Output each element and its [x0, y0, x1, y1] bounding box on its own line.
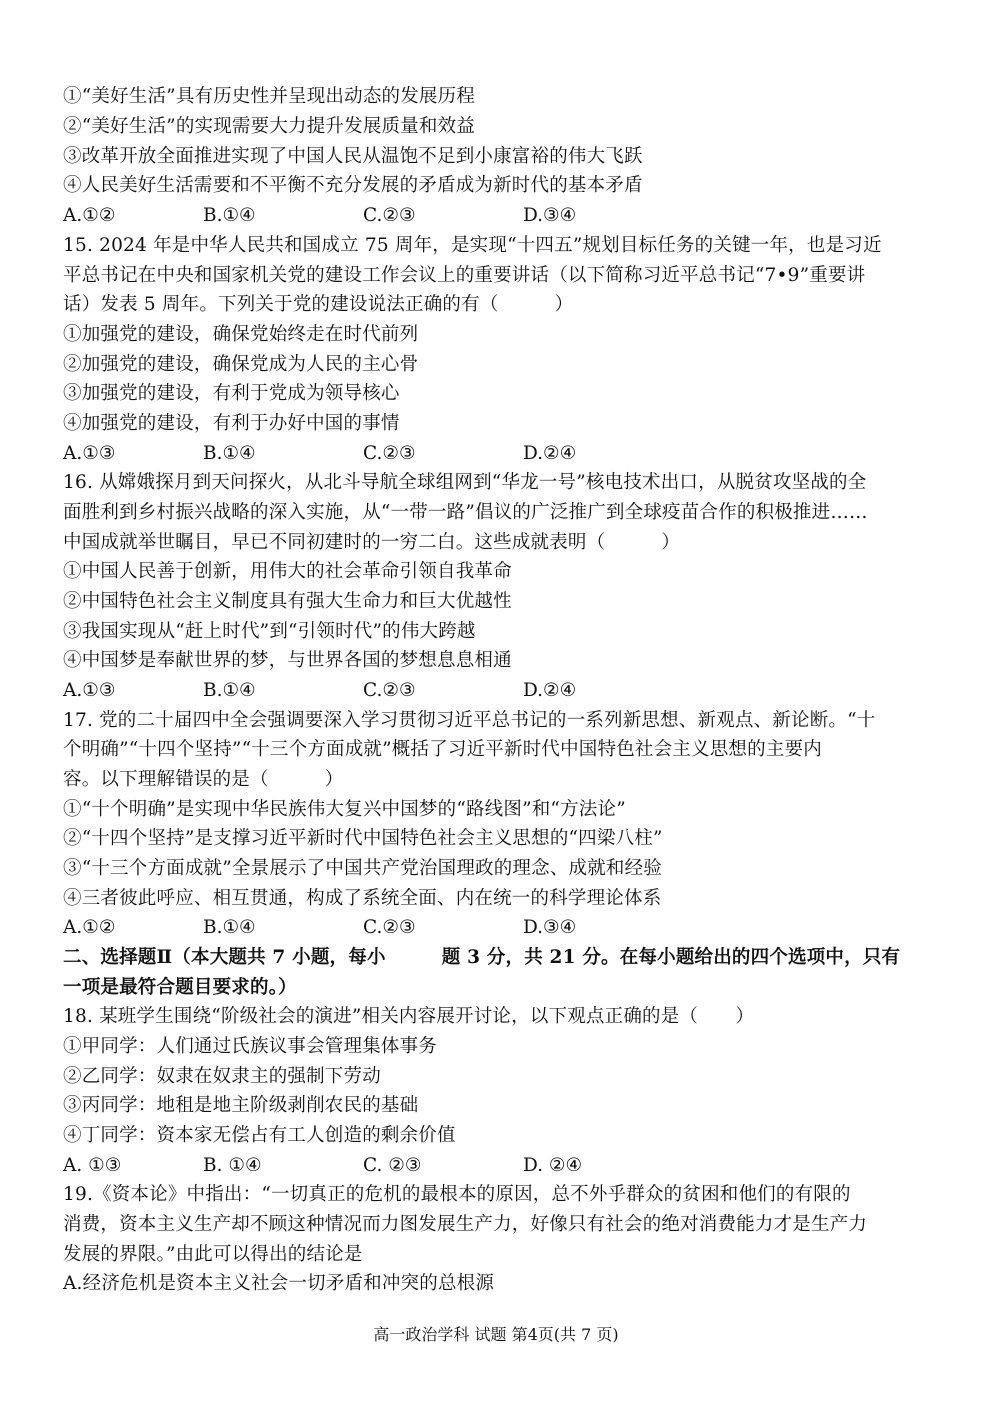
choice-c: C.②③ — [363, 205, 416, 226]
choice-b: B. ①④ — [203, 1155, 262, 1176]
q18-option-4: ④丁同学：资本家无偿占有工人创造的剩余价值 — [63, 1125, 456, 1146]
choice-d: D. ②④ — [523, 1155, 583, 1176]
q14-option-3: ③改革开放全面推进实现了中国人民从温饱不足到小康富裕的伟大飞跃 — [63, 146, 643, 167]
choice-d: D.②④ — [523, 443, 577, 464]
section-heading-line-1: 二、选择题Ⅱ（本大题共 7 小题，每小 题 3 分，共 21 分。在每小题给出的四个选项中，只有 — [63, 947, 901, 968]
q16-stem-line-2: 面胜利到乡村振兴战略的深入实施，从“一带一路”倡议的广泛推广到全球疫苗合作的积极推进…… — [63, 502, 868, 523]
q19-option-a: A.经济危机是资本主义社会一切矛盾和冲突的总根源 — [63, 1273, 495, 1294]
q16-stem-line-1: 16. 从嫦娥探月到天问探火，从北斗导航全球组网到“华龙一号”核电技术出口，从脱贫攻坚战的全 — [63, 472, 867, 493]
choice-a: A. ①③ — [63, 1155, 122, 1176]
q15-option-3: ③加强党的建设，有利于党成为领导核心 — [63, 383, 400, 404]
q16-option-3: ③我国实现从“赶上时代”到“引领时代”的伟大跨越 — [63, 621, 476, 642]
q15-choices — [63, 439, 933, 469]
choice-a: A.①③ — [63, 680, 116, 701]
q15-stem-line-2: 平总书记在中央和国家机关党的建设工作会议上的重要讲话（以下简称习近平总书记“7•9”重要讲 — [63, 265, 866, 286]
choice-c: C.②③ — [363, 443, 416, 464]
q15-option-2: ②加强党的建设，确保党成为人民的主心骨 — [63, 354, 419, 375]
q17-option-1: ①“十个明确”是实现中华民族伟大复兴中国梦的“路线图”和“方法论” — [63, 799, 626, 820]
q14-choices — [63, 201, 933, 231]
q17-stem-line-3: 容。以下理解错误的是（ ） — [63, 769, 344, 790]
q15-option-1: ①加强党的建设，确保党始终走在时代前列 — [63, 324, 419, 345]
choice-a: A.①② — [63, 205, 116, 226]
choice-d: D.③④ — [523, 205, 577, 226]
q17-option-3: ③“十三个方面成就”全景展示了中国共产党治国理政的理念、成就和经验 — [63, 858, 663, 879]
q16-option-2: ②中国特色社会主义制度具有强大生命力和巨大优越性 — [63, 591, 512, 612]
choice-a: A.①② — [63, 917, 116, 938]
q16-option-1: ①中国人民善于创新，用伟大的社会革命引领自我革命 — [63, 561, 512, 582]
choice-c: C.②③ — [363, 917, 416, 938]
q18-choices — [63, 1151, 933, 1181]
q17-stem-line-2: 个明确”“十四个坚持”“十三个方面成就”概括了习近平新时代中国特色社会主义思想的主要内 — [63, 739, 822, 760]
q16-stem-line-3: 中国成就举世瞩目，早已不同初建时的一穷二白。这些成就表明（ ） — [63, 532, 681, 553]
q18-option-1: ①甲同学：人们通过氏族议事会管理集体事务 — [63, 1036, 438, 1057]
choice-b: B.①④ — [203, 205, 256, 226]
q18-option-3: ③丙同学：地租是地主阶级剥削农民的基础 — [63, 1095, 419, 1116]
q15-stem-line-3: 话）发表 5 周年。下列关于党的建设说法正确的有（ ） — [63, 294, 574, 315]
q17-option-4: ④三者彼此呼应、相互贯通，构成了系统全面、内在统一的科学理论体系 — [63, 888, 662, 909]
choice-c: C. ②③ — [363, 1155, 422, 1176]
page-footer: 高一政治学科 试题 第4页(共 7 页) — [373, 1325, 619, 1344]
q19-stem-line-2: 消费，资本主义生产却不顾这种情况而力图发展生产力，好像只有社会的绝对消费能力才是生产力 — [63, 1214, 868, 1235]
section-heading-line-2: 一项是最符合题目要求的。） — [63, 977, 297, 998]
q14-option-2: ②“美好生活”的实现需要大力提升发展质量和效益 — [63, 116, 476, 137]
choice-a: A.①③ — [63, 443, 116, 464]
q19-stem-line-3: 发展的界限。”由此可以得出的结论是 — [63, 1244, 363, 1265]
q19-stem-line-1: 19.《资本论》中指出：“一切真正的危机的最根本的原因，总不外乎群众的贫困和他们的有限的 — [63, 1184, 851, 1205]
choice-b: B.①④ — [203, 917, 256, 938]
q14-option-1: ①“美好生活”具有历史性并呈现出动态的发展历程 — [63, 86, 476, 107]
q15-stem-line-1: 15. 2024 年是中华人民共和国成立 75 周年，是实现“十四五”规划目标任务的关键一年，也是习近 — [63, 235, 882, 256]
q16-choices — [63, 676, 933, 706]
choice-c: C.②③ — [363, 680, 416, 701]
choice-b: B.①④ — [203, 443, 256, 464]
choice-d: D.③④ — [523, 917, 577, 938]
q17-option-2: ②“十四个坚持”是支撑习近平新时代中国特色社会主义思想的“四梁八柱” — [63, 828, 663, 849]
q17-stem-line-1: 17. 党的二十届四中全会强调要深入学习贯彻习近平总书记的一系列新思想、新观点、新论断。“十 — [63, 710, 876, 731]
q18-option-2: ②乙同学：奴隶在奴隶主的强制下劳动 — [63, 1066, 381, 1087]
choice-b: B.①④ — [203, 680, 256, 701]
q14-option-4: ④人民美好生活需要和不平衡不充分发展的矛盾成为新时代的基本矛盾 — [63, 175, 643, 196]
q16-option-4: ④中国梦是奉献世界的梦，与世界各国的梦想息息相通 — [63, 650, 512, 671]
q17-choices — [63, 913, 933, 943]
choice-d: D.②④ — [523, 680, 577, 701]
q15-option-4: ④加强党的建设，有利于办好中国的事情 — [63, 413, 400, 434]
q18-stem: 18. 某班学生围绕“阶级社会的演进”相关内容展开讨论，以下观点正确的是（ ） — [63, 1006, 755, 1027]
